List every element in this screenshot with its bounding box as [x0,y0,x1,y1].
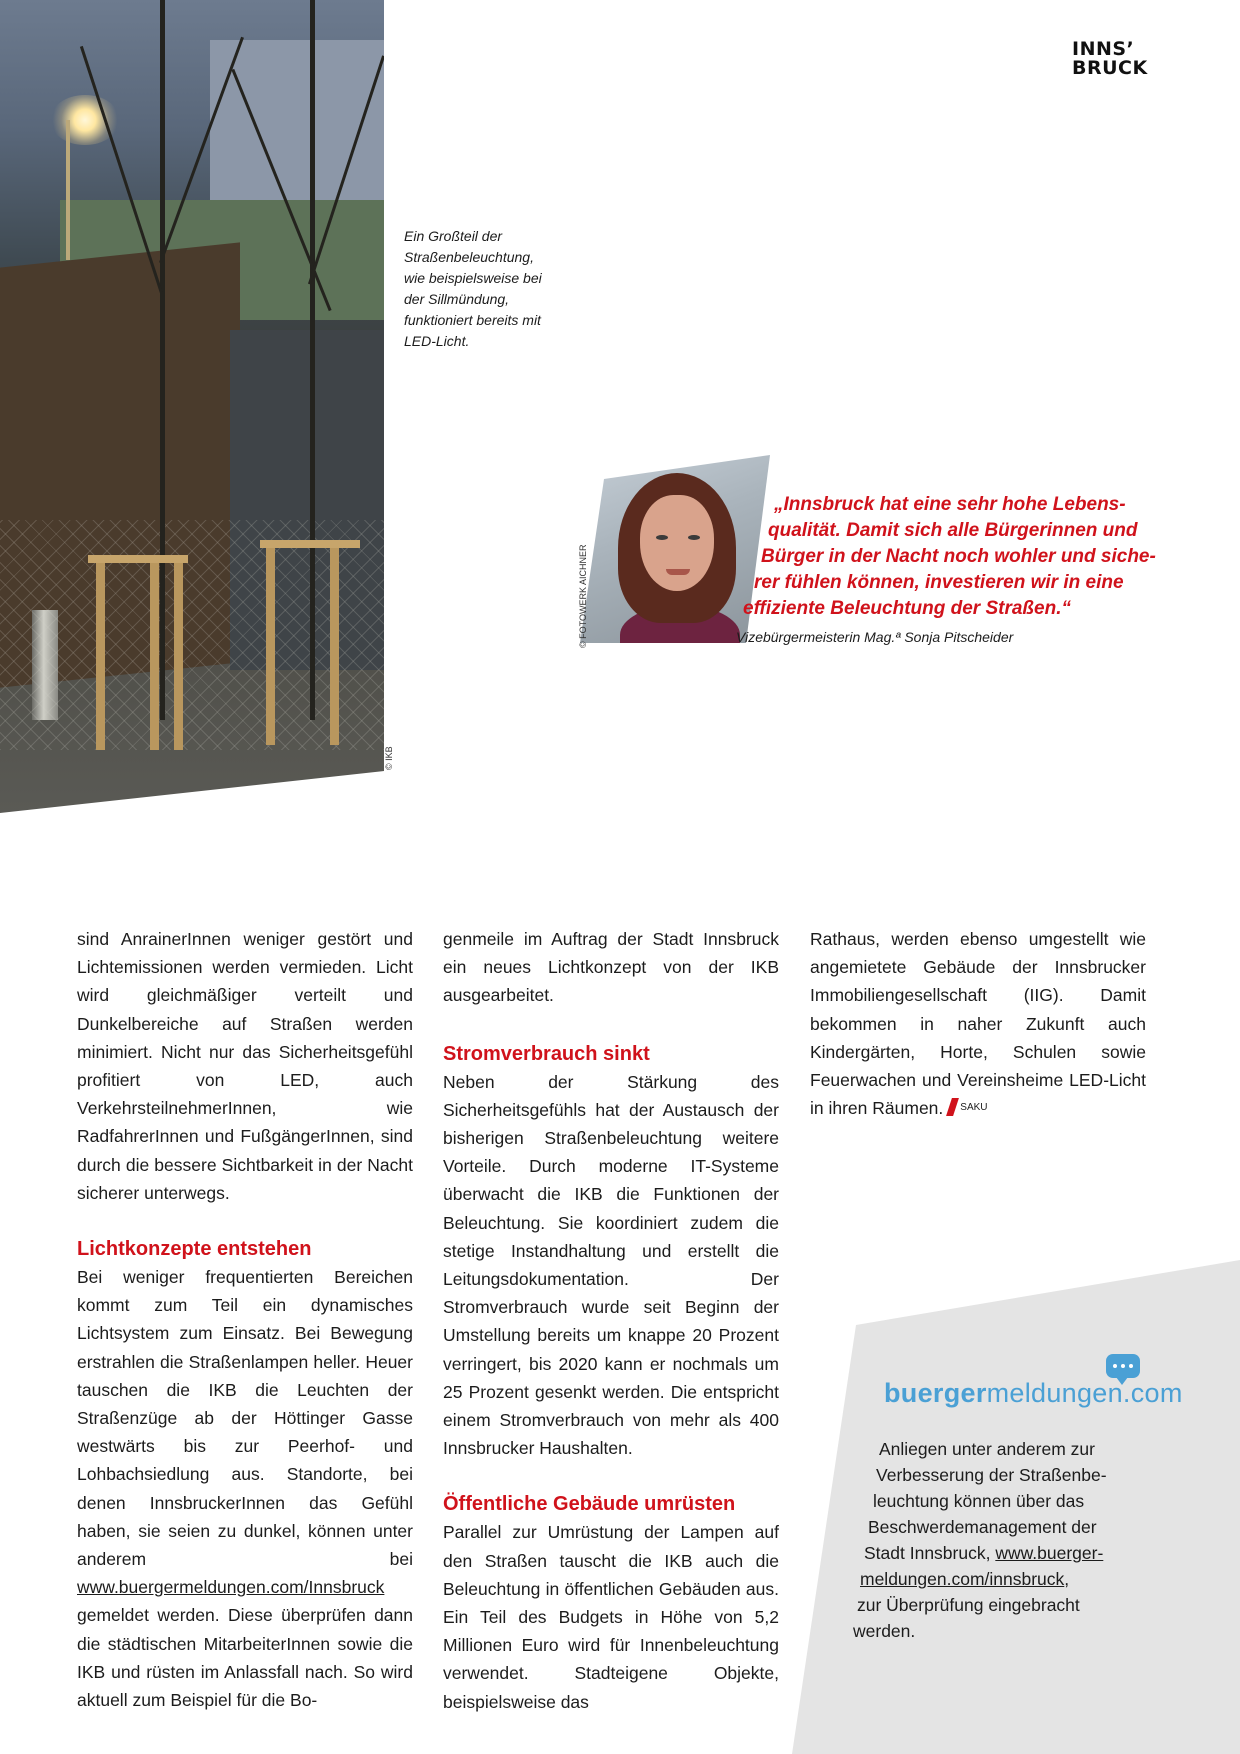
photo-tree-stake [96,560,105,750]
box-line-text: Stadt Innsbruck, [864,1543,996,1563]
paragraph: Parallel zur Umrüstung der Lampen auf den Straßen tauscht die IKB auch die Beleuchtung in öffentlichen Gebäuden aus. Ein Teil des Budgets in Höhe von 5,2 Millionen Euro wird für Innenbeleuchtung verwendet. Stadteigene Objekte, beispielsweise das [443,1522,779,1712]
portrait-credit: © FOTOWERK AICHNER [578,544,588,648]
paragraph: genmeile im Auftrag der Stadt Innsbruck ein neues Lichtkonzept von der IKB ausgearbeitet. [443,929,779,1006]
section-heading: Lichtkonzepte entstehen [77,1238,312,1261]
portrait-eye [688,535,700,540]
paragraph [810,925,1146,1122]
quote-line: qualität. Damit sich alle Bürgerinnen und [768,520,1138,541]
photo-lamp-post [66,120,70,260]
box-line: leuchtung können über das [873,1491,1085,1511]
photo-tree-stake [266,545,275,745]
photo-tree-trunk [160,0,165,720]
box-line [864,1540,1103,1566]
pull-quote [730,492,1156,622]
quote-line: effiziente Beleuchtung der Straßen.“ [743,598,1071,619]
article-end-mark [946,1098,959,1116]
section-heading: Stromverbrauch sinkt [443,1042,650,1065]
box-line: zur Überprüfung eingebracht [857,1595,1080,1615]
author-signature: SAKU [960,1102,988,1114]
portrait-mouth [666,569,690,575]
quote-author: Vizebürgermeisterin Mag.ª Sonja Pitscheider [736,629,1014,645]
photo-stake-rail [260,540,360,548]
section-heading: Öffentliche Gebäude umrüsten [443,1493,736,1516]
logo-line-1: INNS’ [1072,38,1135,60]
photo-fence [0,520,384,750]
box-line: werden. [853,1621,916,1641]
box-line: Beschwerdemanagement der [868,1517,1097,1537]
photo-tree-stake [150,560,159,750]
logo-bold: buerger [884,1378,987,1408]
innsbruck-logo [1072,40,1152,78]
buergermeldungen-link[interactable]: www.buergermeldungen.com/Innsbruck [77,1577,385,1598]
photo-stake-rail [88,555,188,563]
portrait-eye [656,535,668,540]
quote-line: „Innsbruck hat eine sehr hohe Lebens- [774,494,1126,515]
box-line: Anliegen unter anderem zur [879,1439,1095,1459]
paragraph-text: gemeldet werden. Diese überprüfen dann die städtischen MitarbeiterInnen sowie die IKB und rüsten im Anlassfall nach. So wird aktuell zum Beispiel für die Bo- [77,1605,413,1711]
photo-tree-trunk [310,0,315,720]
street-lighting-photo [0,0,384,813]
logo-line-2: BRUCK [1072,57,1148,79]
article-column-2 [443,925,779,1716]
chat-bubble-icon [1106,1354,1140,1378]
photo-caption: Ein Großteil der Straßenbeleuchtung, wie beispielsweise bei der Sillmündung, funktioniert bereits mit LED-Licht. [404,228,542,349]
buergermeldungen-logo [884,1378,1183,1409]
box-link-part-2[interactable]: meldungen.com/innsbruck [860,1569,1065,1589]
article-column-1 [77,925,413,1714]
quote-line: Bürger in der Nacht noch wohler und siche- [761,546,1156,567]
box-link-part-1[interactable]: www.buerger- [995,1543,1104,1563]
quote-line: rer fühlen können, investieren wir in eine [754,572,1124,593]
portrait-face [640,495,714,591]
photo-building-high [210,40,384,200]
paragraph [77,1263,413,1714]
logo-rest: meldungen.com [986,1378,1183,1408]
box-line: Verbesserung der Straßenbe- [876,1465,1107,1485]
paragraph: Neben der Stärkung des Sicherheitsgefühls hat der Austausch der bisherigen Straßenbeleuchtung weitere Vorteile. Durch moderne IT-Systeme überwacht die IKB die Funktionen der Beleuchtung. Sie koordiniert zudem die stetige Instandhaltung und erstellt die Leitungsdokumentation. Der Stromverbrauch wurde seit Beginn der Umstellung bereits um knappe 20 Prozent verringert, bis 2020 kann er nochmals um 25 Prozent gesenkt werden. Die entspricht einem Stromverbrauch von mehr als 400 Innsbrucker Haushalten. [443,1071,779,1459]
paragraph-text: Rathaus, werden ebenso umgestellt wie angemietete Gebäude der Innsbrucker Immobiliengesellschaft (IIG). Damit bekommen in naher Zukunft auch Kindergärten, Horte, Schulen sowie Feuerwachen und Vereinsheime LED-Licht in ihren Räumen. [810,929,1146,1119]
photo-tree-stake [330,545,339,745]
photo-credit: © IKB [384,746,394,770]
article-column-3 [810,925,1146,1122]
paragraph: sind AnrainerInnen weniger gestört und Lichtemissionen werden vermieden. Licht wird gleichmäßiger verteilt und Dunkelbereiche auf Straßen werden minimiert. Nicht nur das Sicherheitsgefühl profitiert von LED, auch VerkehrsteilnehmerInnen, wie RadfahrerInnen und FußgängerInnen, sind durch die bessere Sichtbarkeit in der Nacht sicherer unterwegs. [77,929,413,1203]
paragraph-text: Bei weniger frequentierten Bereichen kommt zum Teil ein dynamisches Lichtsystem zum Einsatz. Bei Bewegung erstrahlen die Straßenlampen heller. Heuer tauschen die IKB die Leuchten der Straßenzüge ab der Höttinger Gasse westwärts bis zur Peerhof- und Lohbachsiedlung aus. Standorte, bei denen InnsbruckerInnen das Gefühl haben, sie seien zu dunkel, können unter anderem bei [77,1267,413,1570]
box-line-text: , [1064,1569,1070,1589]
box-line [860,1566,1069,1592]
photo-tree-stake [174,560,183,750]
